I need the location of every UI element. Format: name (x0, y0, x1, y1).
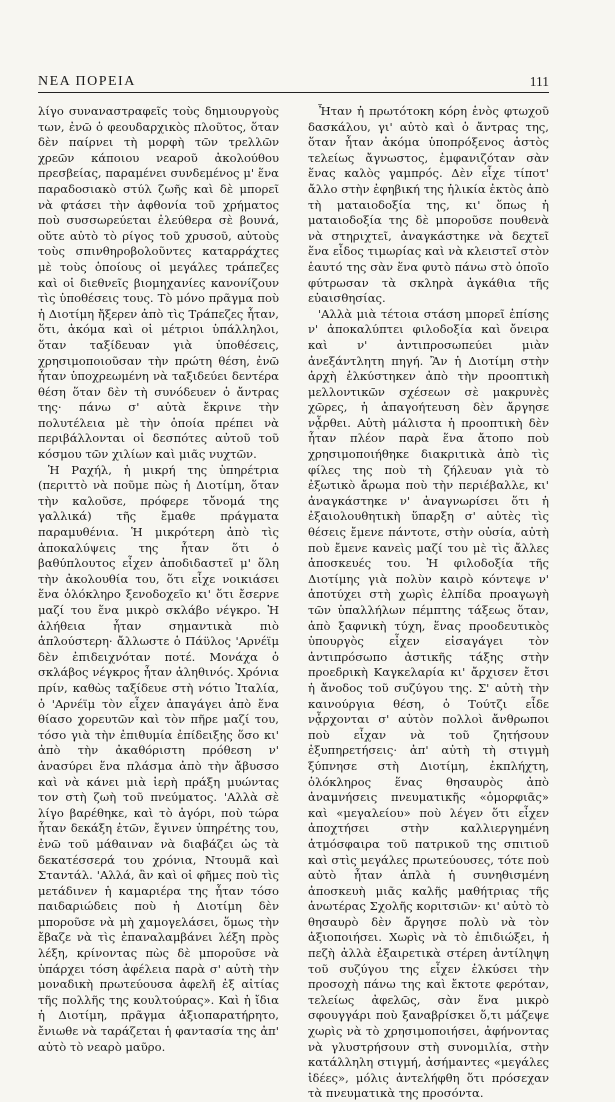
running-title: ΝΕΑ ΠΟΡΕΙΑ (38, 74, 136, 89)
right-column (308, 104, 549, 1101)
text-columns (38, 104, 549, 1101)
left-column (38, 104, 279, 1054)
paragraph: Ἡ Ραχήλ, ἡ μικρή της ὑπηρέτρια (περιττὸ νὰ ποῦμε πὼς ἡ Διοτίμη, ὅταν τὴν καλοῦσε, πρόφερε τὄνομά της γαλλικά) τῆς ἔμαθε πράγματα παραμυθένια. Ἡ μικρότερη ἀπὸ τὶς ἀποκαλύψεις της ἦταν ὅτι ὁ βαθύπλουτος εἶχεν ἀποδιδαστεῖ μ' ὅλη τὴν ἀκολουθία του, ὅτι εἶχε νοικιάσει ἕνα ὁλόκληρο ξενοδοχεῖο κι' ὅτι ἔσερνε μαζί του ἕνα μικρὸ σκλάβο νέγκρο. Ἡ ἀλήθεια ἦταν σημαντικὰ πιὸ ἁπλούστερη· ἄλλωστε ὁ Πάϋλος 'Αρνέϊμ δὲν ἐπιδειχνόταν ποτέ. Μονάχα ὁ σκλάβος νέγκρος ἦταν ἀληθινός. Χρόνια πρίν, καθὼς ταξίδευε στὴ νότιο Ἰταλία, ὁ 'Αρνέϊμ τὸν εἶχεν ἀπαγάγει ἀπὸ ἕνα θίασο χορευτῶν καὶ τὸν πῆρε μαζί του, τόσο γιὰ τὴν ἐπιθυμία ἐπίδειξης ὅσο κι' ἀπὸ τὴν ἀκαθόριστη πρόθεση ν' ἀνασύρει ἕνα πλάσμα ἀπὸ τὴν ἄβυσσο καὶ νὰ κάνει μιὰ ἱερὴ πράξη μυώντας τον στὴ ζωὴ τοῦ πνεύματος. 'Αλλὰ σὲ λίγο βαρέθηκε, καὶ τὸ ἀγόρι, ποὺ τώρα ἦταν δεκάξη ἐτῶν, ἔγινεν ὑπηρέτης του, ἐνῶ τοῦ μάθαιναν νὰ διαβάζει ὡς τὰ δεκατέσσερά του χρόνια, Ντουμᾶ καὶ Σταντάλ. 'Αλλά, ἂν καὶ οἱ φῆμες ποὺ τὶς μετάδινεν ἡ καμαριέρα της ἦταν τόσο παιδαριώδεις ποὺ ἡ Διοτίμη δὲν μποροῦσε νὰ μὴ χαμογελάσει, ὅμως τὴν ἔβαζε νὰ τὶς ἐπαναλαμβάνει λέξη πρὸς λέξη, κρίνοντας πὼς δὲ μποροῦσε νὰ ὑπάρχει τόση ἀφέλεια παρὰ σ' αὐτὴ τὴν μοναδικὴ πρωτεύουσα ἀφελῆ ἐξ αἰτίας τῆς πολλῆς της κουλτούρας». Καὶ ἡ ἴδια ἡ Διοτίμη, πρᾶγμα ἀξιοπαρατήρητο, ἔνιωθε νὰ ταράζεται ἡ φαντασία της ἀπ' αὐτὸ τὸ νεαρὸ μαῦρο. (38, 462, 279, 1054)
paragraph: λίγο συναναστραφεῖς τοὺς δημιουργοὺς των, ἐνῶ ὁ φεουδαρχικὸς πλοῦτος, ὅταν δὲν παίρνει τὴ μορφὴ τῶν τρελλῶν χρεῶν κάποιου νεαροῦ ἀκολούθου πρεσβείας, παραμένει συνδεμένος μ' ἕνα παραδοσιακὸ στύλ ζωῆς καὶ δὲ μπορεῖ νὰ φτάσει τὴν ἀφθονία τοῦ χρήματος ποὺ συσσωρεύεται ἐλεύθερα σὲ βουνά, οὔτε αὐτὸ τὸ ρίγος τοῦ χρυσοῦ, αὐτοὺς τοὺς σπινθηροβολοῦντες καταρράχτες μὲ τοὺς ὁποίους οἱ μεγάλες τράπεζες καὶ οἱ διεθνεῖς βιομηχανίες κανονίζουν τὶς ὑποθέσεις τους. Τὸ μόνο πρᾶγμα ποὺ ἡ Διοτίμη ἤξερεν ἀπὸ τὶς Τράπεζες ἦταν, ὅτι, ἀκόμα καὶ οἱ μέτριοι ὑπάλληλοι, ὅταν ταξίδευαν γιὰ ὑποθέσεις, χρησιμοποιοῦσαν τὴν πρώτη θέση, ἐνῶ ἦταν ὑποχρεωμένη νὰ ταξιδεύει δεντέρα θέση ὅταν δὲν τὴ συνόδευεν ὁ ἄντρας της· πάνω σ' αὐτὰ ἔκρινε τὴν πολυτέλεια μὲ τὴν ὁποία πρέπει νὰ περιβάλλονται οἱ δεσπότες αὐτοῦ τοῦ κόσμου τῶν χιλίων καὶ μιᾶς νυχτῶν. (38, 104, 279, 462)
paragraph: 'Αλλὰ μιὰ τέτοια στάση μπορεῖ ἐπίσης ν' ἀποκαλύπτει φιλοδοξία καὶ ὄνειρα καὶ ν' ἀντιπροσωπεύει μιὰν ἀνεξάντλητη πηγή. Ἂν ἡ Διοτίμη στὴν ἀρχὴ ἑλκύστηκεν ἀπὸ τὴν προοπτικὴ μελλοντικῶν σχέσεων σὲ μακρυνὲς χῶρες, ἡ ἀπαγοήτευση δὲν ἄργησε νᾆρθει. Αὐτὴ μάλιστα ἡ προοπτικὴ δὲν ἦταν πλέον παρὰ ἕνα ἄτοπο ποὺ χρησιμοποιήθηκε διακριτικὰ ἀπὸ τὶς φίλες της ποὺ τὴ ζήλευαν γιὰ τὸ ἐξωτικὸ ἄρωμα ποὺ τὴν περιέβαλλε, κι' ἀναγκάστηκε ν' ἀναγνωρίσει ὅτι ἡ ἐξαιολουθητικὴ ὕπαρξη σ' αὐτὲς τὶς θέσεις ἔμενε πάντοτε, στὴν οὐσία, αὐτὴ ποὺ ἔμενε κανεὶς μαζί του μὲ τὶς ἄλλες ἀποσκευές του. Ἡ φιλοδοξία τῆς Διοτίμης γιὰ πολὺν καιρὸ κόντεψε ν' ἀποτύχει στὴ χωρὶς ἐλπίδα προαγωγὴ τῶν ὑπαλλήλων πέμπτης τάξεως ὅταν, ἀπὸ ξαφνικὴ τύχη, ἕνας προοδευτικὸς ὑπουργὸς εἶχεν εἰσαγάγει τὸν ἀντιπρόσωπο ἀστικῆς τάξης στὴν προεδρικὴ Καγκελαρία κι' ἄρχισεν ἔτσι ἡ ἄνοδος τοῦ συζύγου της. Σ' αὐτὴ τὴν καινούργια θέση, ὁ Τούτζι εἶδε νᾆρχονται σ' αὐτὸν πολλοὶ ἄνθρωποι ποὺ εἶχαν νὰ τοῦ ζητήσουν ἐξυπηρετήσεις· ἀπ' αὐτὴ τὴ στιγμὴ ξύπνησε στὴ Διοτίμη, ἐκπλήχτη, ὁλόκληρος ἕνας θησαυρὸς ἀπὸ ἀναμνήσεις πνευματικῆς «ὁμορφιᾶς» καὶ «μεγαλείου» ποὺ λέγεν ὅτι εἶχεν ἀποχτήσει στὴν καλλιεργημένη ἀτμόσφαιρα τοῦ πατρικοῦ της σπιτιοῦ καὶ στὶς μεγάλες πρωτεύουσες, τότε ποὺ αὐτὸ ἦταν ἁπλὰ ἡ συνηθισμένη ἀποσκευὴ μιᾶς καλῆς μαθήτριας τῆς ἀνωτέρας Σχολῆς κοριτσιῶν· κι' αὐτὸ τὸ θησαυρὸ δὲν ἄργησε πολὺ νὰ τὸν ἀξιοποιήσει. Χωρὶς νὰ τὸ ἐπιδιώξει, ἡ πεζὴ ἀλλὰ ἐξαιρετικὰ στέρεη ἀντίληψη τοῦ συζύγου της εἶχεν ἑλκύσει τὴν προσοχὴ πάνω της καὶ ἔκτοτε φερόταν, τελείως ἀφελῶς, σὰν ἕνα μικρὸ σφουγγάρι ποὺ ξαναβρίσκει ὅ,τι μάζεψε χωρὶς νὰ τὸ χρησιμοποιήσει, ἀφήνοντας νὰ γλυστρήσουν στὴ συνομιλία, στὴν κατάλληλη στιγμή, ἀσήμαντες «μεγάλες ἰδέες», μόλις ἀντελήφθη ὅτι πρόσεχαν τὰ πνευματικὰ της προσόντα. (308, 306, 549, 1101)
page-number: 111 (529, 74, 549, 89)
running-header (38, 70, 549, 93)
paragraph: Ἦταν ἡ πρωτότοκη κόρη ἑνὸς φτωχοῦ δασκάλου, γι' αὐτὸ καὶ ὁ ἄντρας της, ὅταν ἦταν ἀκόμα ὑποπρόξενος ἀστὸς τελείως ἄγνωστος, ἐμφανιζόταν σὰν ἕνας καλὸς γαμπρός. Δὲν εἶχε τίποτ' ἄλλο στὴν ἐφηβική της ἡλικία ἐκτὸς ἀπὸ τὴ ματαιοδοξία της, κι' ὅπως ἡ ματαιοδοξία της δὲ μποροῦσε πουθενὰ νὰ στηριχτεῖ, ἀναγκάστηκε νὰ δεχτεῖ ἕνα εἶδος τιμωρίας καὶ νὰ κλειστεῖ στὸν ἑαυτό της σὰν ἕνα φυτὸ πάνω στὸ ὁποῖο φύτρωσαν τὰ σκληρὰ ἀγκάθια τῆς εὐαισθησίας. (308, 104, 549, 306)
